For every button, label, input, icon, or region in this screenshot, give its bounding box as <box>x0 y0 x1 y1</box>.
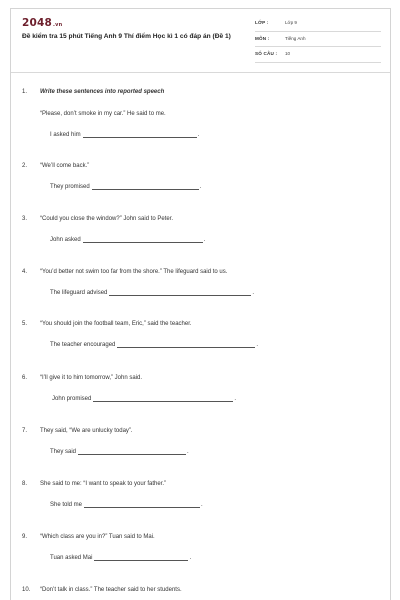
question-number: 2. <box>22 163 28 169</box>
question-number: 1. <box>22 89 28 95</box>
answer-prompt: John asked <box>50 237 81 243</box>
question-text: “I’ll give it to him tomorrow,” John said. <box>40 375 143 381</box>
answer-end: . <box>187 449 189 455</box>
answer-blank[interactable] <box>78 449 186 455</box>
question-number: 8. <box>22 481 28 487</box>
meta-value: Lớp 9 <box>285 20 297 25</box>
answer-line[interactable] <box>50 555 191 561</box>
instruction-text: Write these sentences into reported speech <box>40 89 165 95</box>
logo-main: 2048 <box>22 17 53 29</box>
question-number: 4. <box>22 269 28 275</box>
answer-prompt: I asked him <box>50 132 81 138</box>
answer-end: . <box>189 555 192 561</box>
answer-blank[interactable] <box>117 342 255 348</box>
answer-prompt: The lifeguard advised <box>50 290 108 296</box>
answer-prompt: She told me <box>50 502 83 508</box>
question-text: She said to me: “I want to speak to your father.” <box>40 481 167 487</box>
answer-line[interactable] <box>50 449 189 455</box>
answer-line[interactable] <box>50 184 201 190</box>
answer-blank[interactable] <box>92 184 199 190</box>
answer-end: . <box>197 132 200 138</box>
answer-prompt: They promised <box>50 184 90 190</box>
answer-prompt: The teacher encouraged <box>50 342 116 348</box>
meta-label: SỐ CÂU : <box>255 51 278 56</box>
question-text: “You should join the football team, Eric,” said the teacher. <box>40 321 192 327</box>
answer-line[interactable] <box>50 237 205 243</box>
logo-suffix: .vn <box>53 22 63 28</box>
question-text: “We’ll come back.” <box>40 163 90 169</box>
answer-line[interactable] <box>50 502 203 508</box>
answer-blank[interactable] <box>83 237 203 243</box>
meta-label: MÔN : <box>255 35 270 41</box>
meta-info <box>255 17 381 64</box>
answer-blank[interactable] <box>94 555 188 561</box>
question-number: 3. <box>22 216 28 222</box>
answer-blank[interactable] <box>109 290 251 296</box>
meta-value: 10 <box>285 51 291 56</box>
page-header <box>11 9 390 73</box>
meta-row-question-count <box>255 48 381 63</box>
answer-blank[interactable] <box>93 396 233 402</box>
site-logo[interactable] <box>22 17 62 29</box>
answer-blank[interactable] <box>83 132 197 138</box>
answer-line[interactable] <box>50 132 199 138</box>
answer-blank[interactable] <box>84 502 200 508</box>
answer-end: . <box>234 396 237 402</box>
answer-line[interactable] <box>50 342 258 348</box>
question-text: “Could you close the window?” John said to Peter. <box>40 216 174 222</box>
question-number: 5. <box>22 321 28 327</box>
answer-line[interactable] <box>50 290 254 296</box>
answer-prompt: They said <box>50 449 77 455</box>
answer-end: . <box>201 502 203 508</box>
answer-prompt: John promised <box>52 396 92 402</box>
question-text: “Please, don’t smoke in my car.” He said to me. <box>40 111 166 117</box>
answer-end: . <box>199 184 202 190</box>
question-text: “Don’t talk in class.” The teacher said to her students. <box>40 587 182 593</box>
answer-end: . <box>203 237 206 243</box>
meta-label: LỚP : <box>255 20 269 25</box>
meta-row-class <box>255 17 381 32</box>
answer-end: . <box>252 290 255 296</box>
answer-end: . <box>256 342 259 348</box>
worksheet-page <box>10 8 391 600</box>
answer-prompt: Tuan asked Mai <box>50 555 93 561</box>
question-text: “Which class are you in?” Tuan said to Mai. <box>40 534 155 540</box>
question-number: 6. <box>22 375 28 381</box>
page-title: Đề kiểm tra 15 phút Tiếng Anh 9 Thí điểm Học kì 1 có đáp án (Đề 1) <box>22 33 231 40</box>
question-text: They said, “We are unlucky today”. <box>40 428 133 434</box>
question-text: “You’d better not swim too far from the shore.” The lifeguard said to us. <box>40 269 228 275</box>
question-number: 10. <box>22 587 31 593</box>
answer-line[interactable] <box>52 396 236 402</box>
meta-row-subject <box>255 33 381 48</box>
meta-value: Tiếng Anh <box>285 35 306 41</box>
question-number: 7. <box>22 428 28 434</box>
question-number: 9. <box>22 534 28 540</box>
